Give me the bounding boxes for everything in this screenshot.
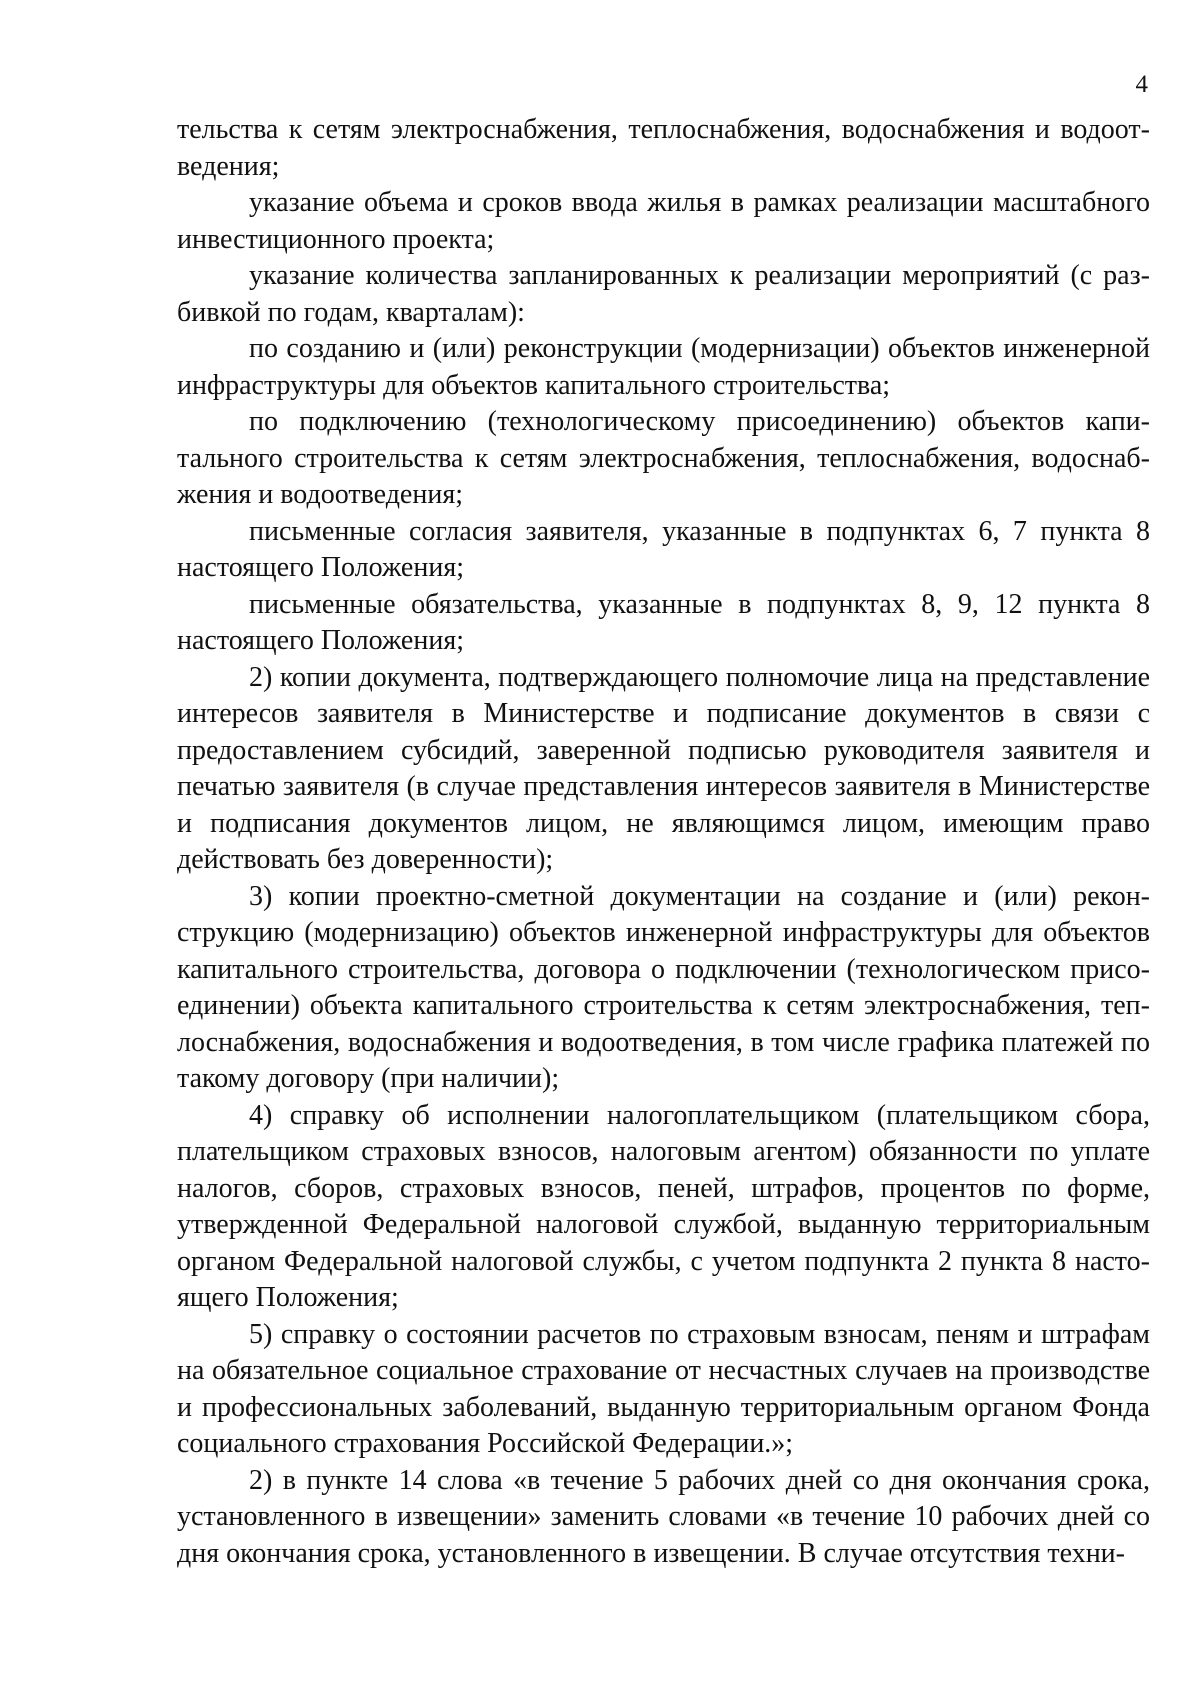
paragraph: 2) копии документа, подтверждающего полномочие лица на представление интересов заявителя в Министерстве и подписание документов в связи с предоставлением субсидий, заверенной подписью руководителя заявителя и печатью заявителя (в случае представления интересов заявителя в Министерстве и подписания документов лицом, не являющимся лицом, имеющим право действовать без доверенности); (177, 661, 1150, 875)
paragraph: письменные обязательства, указанные в подпунктах 8, 9, 12 пункта 8 настоящего Положения; (177, 588, 1150, 656)
paragraph: 4) справку об исполнении налогоплательщиком (плательщиком сбора, плательщиком страховых взносов, налоговым агентом) обязанности по уплате налогов, сборов, страховых взносов, пеней, штрафов, процентов по форме, утвержденной Федеральной налоговой службой, выданную территориальным органом Федеральной налоговой службы, с учетом подпункта 2 пункта 8 настоящего Положения; (177, 1099, 1150, 1313)
paragraph: 2) в пункте 14 слова «в течение 5 рабочих дней со дня окончания срока, установленного в извещении» заменить словами «в течение 10 рабочих дней со дня окончания срока, установленного в извещении. В случае отсутствия техни- (177, 1464, 1150, 1569)
page-number: 4 (1135, 71, 1148, 98)
paragraph: по подключению (технологическому присоединению) объектов капитального строительства к сетям электроснабжения, теплоснабжения, водоснабжения и водоотведения; (177, 406, 1150, 510)
paragraph: указание объема и сроков ввода жилья в рамках реализации масштабного инвестиционного проекта; (177, 187, 1150, 255)
paragraph: указание количества запланированных к реализации мероприятий (с разбивкой по годам, кварталам): (177, 260, 1150, 328)
paragraph: тельства к сетям электроснабжения, теплоснабжения, водоснабжения и водоотведения; (177, 114, 1150, 182)
paragraph: 5) справку о состоянии расчетов по страховым взносам, пеням и штрафам на обязательное социальное страхование от несчастных случаев на производстве и профессиональных заболеваний, выданную территориальным органом Фонда социального страхования Российской Федерации.»; (177, 1318, 1150, 1459)
paragraph: письменные согласия заявителя, указанные в подпунктах 6, 7 пункта 8 настоящего Положения; (177, 515, 1150, 583)
document-body (177, 112, 1150, 1572)
paragraph: по созданию и (или) реконструкции (модернизации) объектов инженерной инфраструктуры для объектов капитального строительства; (177, 333, 1150, 401)
paragraph: 3) копии проектно-сметной документации на создание и (или) реконструкцию (модернизацию) объектов инженерной инфраструктуры для объектов капитального строительства, договора о подключении (технологическом присоединении) объекта капитального строительства к сетям электроснабжения, теплоснабжения, водоснабжения и водоотведения, в том числе графика платежей по такому договору (при наличии); (177, 880, 1150, 1094)
